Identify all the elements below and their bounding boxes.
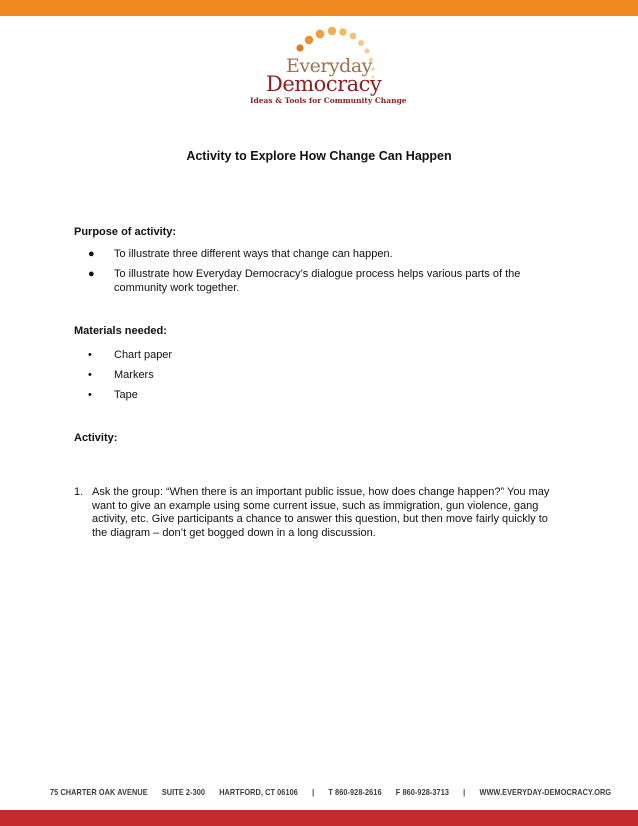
list-item: • Chart paper — [88, 349, 173, 361]
footer-separator: | — [312, 787, 315, 797]
list-item — [74, 486, 564, 540]
materials-list — [74, 348, 564, 408]
logo-word-everyday: Everyday — [286, 55, 372, 77]
footer-suite: SUITE 2-300 — [161, 787, 206, 797]
list-item: • Markers — [88, 369, 154, 381]
step-text: Ask the group: “When there is an important public issue, how does change happen?” You may want to give an example using some current issue, such as immigration, gun violence, gang activity, etc. Give participants a chance to answer this question, but then move fairly quickly to the diagram – don’t get bogged down in a long discussion. — [92, 486, 550, 539]
everyday-democracy-logo — [246, 22, 407, 106]
bullet-icon: ● — [88, 268, 95, 280]
footer-fax: F 860-928-3713 — [395, 787, 449, 797]
document-title: Activity to Explore How Change Can Happen — [186, 149, 452, 163]
footer-city: HARTFORD, CT 06106 — [219, 787, 298, 797]
top-color-bar — [0, 0, 638, 16]
logo-word-democracy: Democracy — [266, 72, 382, 96]
list-item: ● To illustrate how Everyday Democracy’s dialogue process helps various parts of the community work together. — [88, 268, 521, 294]
footer-phone: T 860-928-2616 — [328, 787, 382, 797]
bullet-icon: • — [88, 369, 92, 381]
logo-tagline: Ideas & Tools for Community Change — [250, 96, 407, 105]
purpose-list — [74, 247, 564, 301]
footer-contact — [50, 787, 623, 797]
list-item: • Tape — [88, 389, 138, 401]
step-number: 1. — [74, 486, 84, 498]
footer-separator: | — [463, 787, 466, 797]
bullet-icon: • — [88, 389, 92, 401]
list-item: ● To illustrate three different ways that change can happen. — [88, 248, 393, 260]
bullet-icon: ● — [88, 248, 95, 260]
purpose-heading: Purpose of activity: — [74, 226, 177, 238]
activity-heading: Activity: — [74, 432, 118, 444]
bullet-icon: • — [88, 349, 92, 361]
activity-steps — [74, 486, 564, 540]
footer-address: 75 CHARTER OAK AVENUE — [50, 787, 148, 797]
footer-website: WWW.EVERYDAY-DEMOCRACY.ORG — [479, 787, 612, 797]
bottom-color-bar — [0, 810, 638, 826]
materials-heading: Materials needed: — [74, 325, 167, 337]
